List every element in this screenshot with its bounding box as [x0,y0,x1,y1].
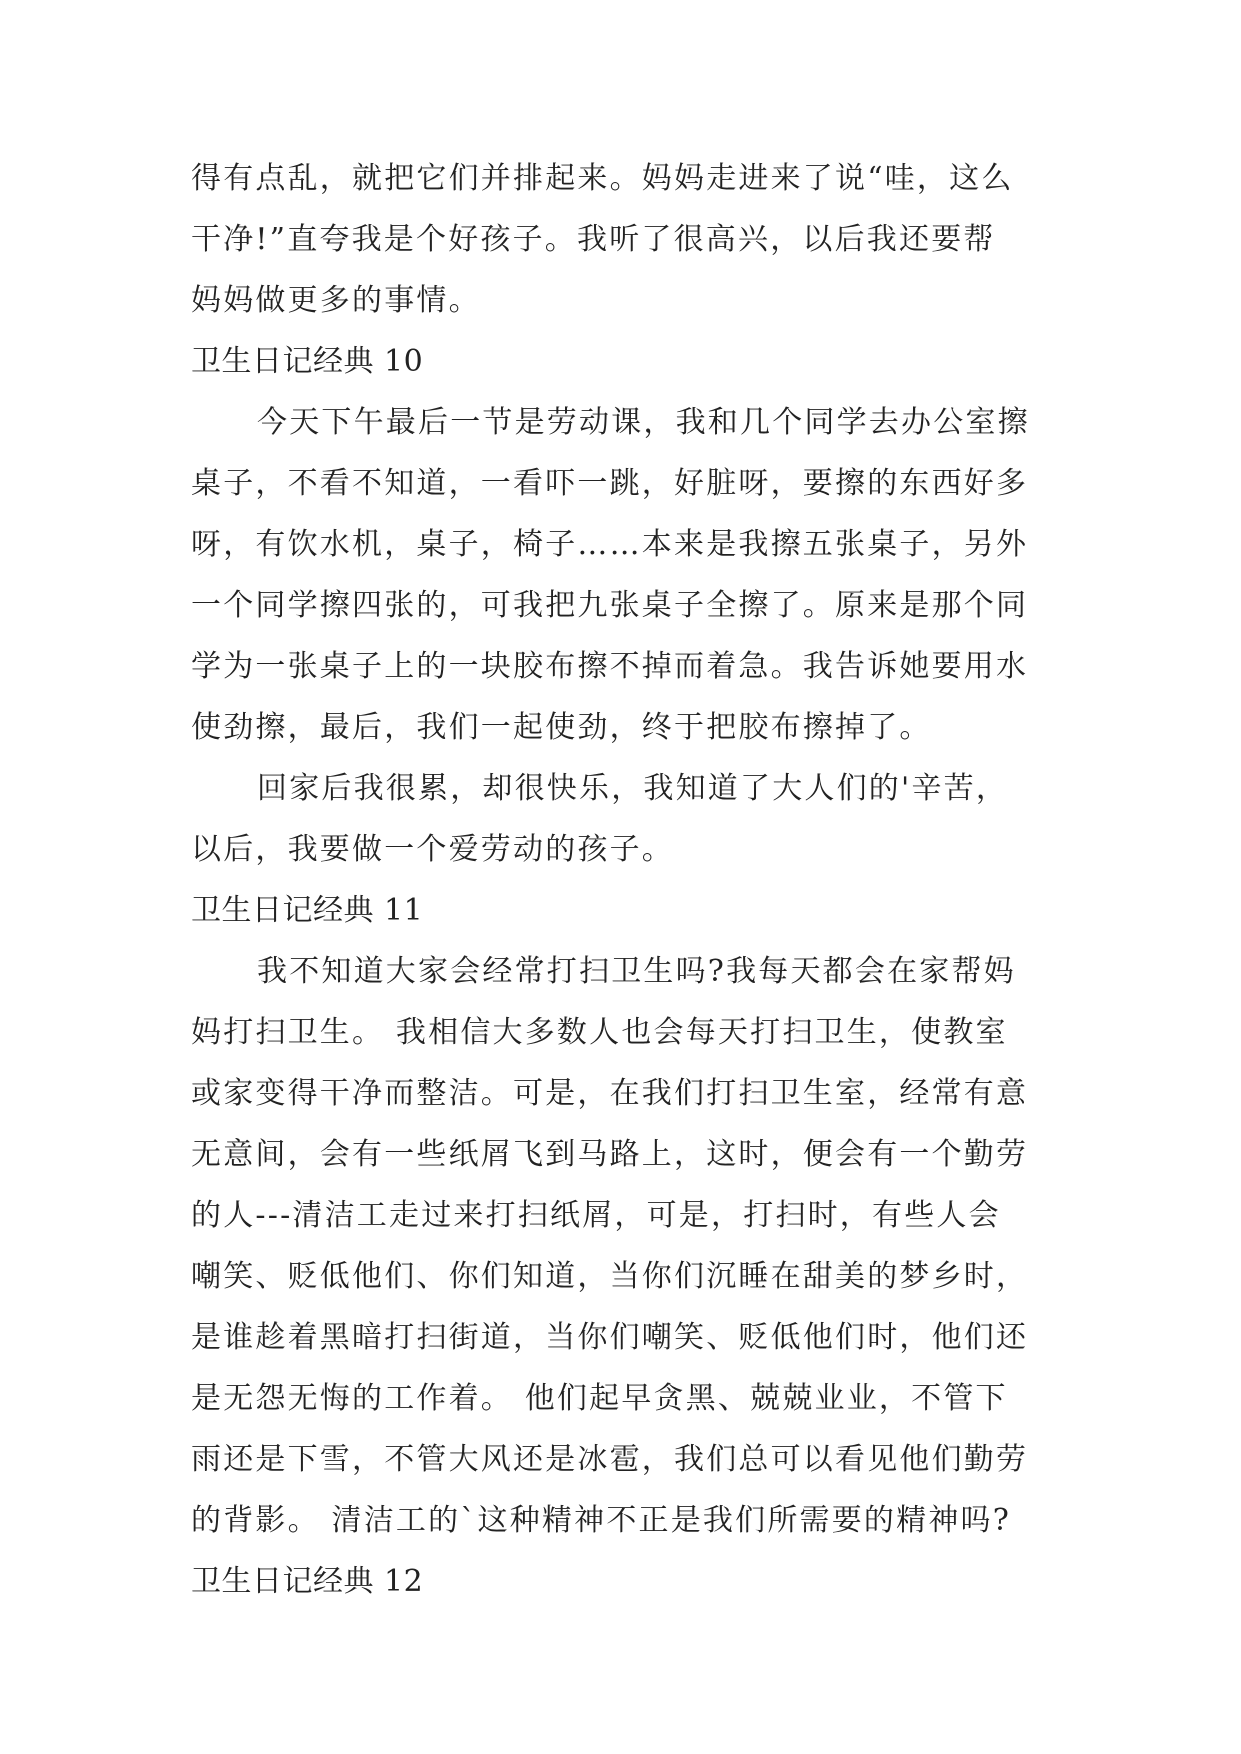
text-line: 妈妈做更多的事情。 [191,283,481,318]
text-line: 得有点乱，就把它们并排起来。妈妈走进来了说“哇，这么 [191,161,1014,196]
text-line: 以后，我要做一个爱劳动的孩子。 [191,832,674,867]
text-line: 呀，有饮水机，桌子，椅子……本来是我擦五张桌子，另外 [191,527,1029,562]
text-line: 雨还是下雪，不管大风还是冰雹，我们总可以看见他们勤劳 [191,1442,1029,1477]
section-heading: 卫生日记经典 11 [191,893,424,928]
text-line: 的背影。 清洁工的`这种精神不正是我们所需要的精神吗? [191,1503,1012,1538]
document-body [191,148,1071,1612]
text-line: 一个同学擦四张的，可我把九张桌子全擦了。原来是那个同 [191,588,1029,623]
text-line: 或家变得干净而整洁。可是，在我们打扫卫生室，经常有意 [191,1076,1029,1111]
text-line: 桌子，不看不知道，一看吓一跳，好脏呀，要擦的东西好多 [191,466,1029,501]
section-heading: 卫生日记经典 12 [191,1564,424,1599]
text-line: 嘲笑、贬低他们、你们知道，当你们沉睡在甜美的梦乡时， [191,1259,1029,1294]
text-line: 是谁趁着黑暗打扫街道，当你们嘲笑、贬低他们时，他们还 [191,1320,1029,1355]
text-line: 干净!”直夸我是个好孩子。我听了很高兴，以后我还要帮 [191,222,996,257]
paragraph-first-line: 回家后我很累，却很快乐，我知道了大人们的'辛苦， [257,771,1009,806]
paragraph-first-line: 今天下午最后一节是劳动课，我和几个同学去办公室擦 [257,405,1030,440]
section-heading: 卫生日记经典 10 [191,344,424,379]
paragraph-first-line: 我不知道大家会经常打扫卫生吗?我每天都会在家帮妈 [257,954,1016,989]
text-line: 学为一张桌子上的一块胶布擦不掉而着急。我告诉她要用水 [191,649,1029,684]
text-line: 是无怨无悔的工作着。 他们起早贪黑、兢兢业业，不管下 [191,1381,1008,1416]
text-line: 的人---清洁工走过来打扫纸屑，可是，打扫时，有些人会 [191,1198,1001,1233]
text-line: 妈打扫卫生。 我相信大多数人也会每天打扫卫生，使教室 [191,1015,1008,1050]
text-line: 使劲擦，最后，我们一起使劲，终于把胶布擦掉了。 [191,710,932,745]
text-line: 无意间，会有一些纸屑飞到马路上，这时，便会有一个勤劳 [191,1137,1029,1172]
